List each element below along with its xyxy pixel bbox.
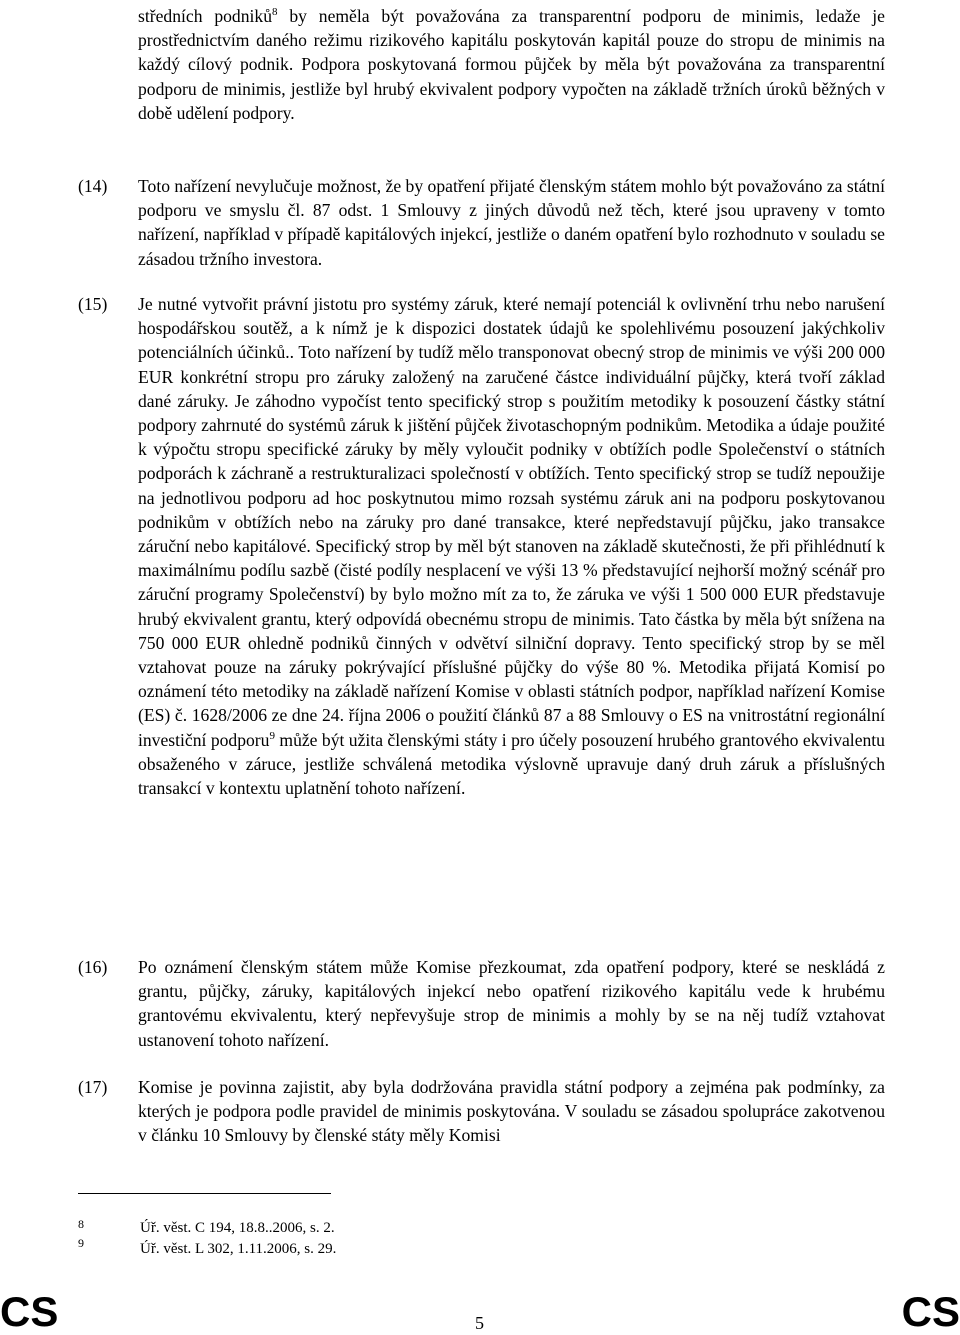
footnote-ref-8[interactable]: 8 [272, 6, 278, 19]
page-number: 5 [475, 1313, 484, 1333]
language-code-left: CS [0, 1288, 59, 1335]
language-code-right: CS [901, 1288, 960, 1335]
footnote-text-8: Úř. věst. C 194, 18.8..2006, s. 2. [140, 1220, 335, 1236]
paragraph-number-17: (17) [78, 1077, 108, 1097]
paragraph-text: by neměla být považována za transparentní podporu de minimis, ledaže je prostřednictvím daného režimu rizikového kapitálu poskytován kapitál pouze do stropu de minimis na každý cílový podnik. Podpora poskytovaná formou půjček by měla být považována za transparentní podporu de minimis, jestliže byl hrubý ekvivalent podpory vypočten na základě tržních úroků běžných v době udělení podpory. [138, 6, 885, 123]
paragraph-16: Po oznámení členským státem může Komise přezkoumat, zda opatření podpory, které se neskládá z grantu, půjčky, záruky, kapitálových injekcí nebo opatření rizikového kapitálu vede k hrubému grantovému ekvivalentu, který nepřevyšuje strop de minimis a mohly by se na něj tudíž vztahovat ustanovení tohoto nařízení. [138, 957, 885, 1050]
paragraph-continuation [138, 4, 885, 125]
paragraph-number-15: (15) [78, 294, 108, 314]
footnote-separator [78, 1193, 331, 1194]
footnote-mark-9: 9 [78, 1236, 84, 1250]
paragraph-text: Je nutné vytvořit právní jistotu pro systémy záruk, které nemají potenciál k ovlivnění trhu nebo narušení hospodářskou soutěž, a k nímž je k dispozici dostatek údajů ke spolehlivému posouzení jakýchkoliv potenciálních účinků.. Toto nařízení by tudíž mělo transponovat obecný strop de minimis ve výši 200 000 EUR konkrétní stropu pro záruky založený na zaručené částce individuální půjčky, která tvoří základ dané záruky. Je záhodno vypočíst tento specifický strop s použitím metodiky k posouzení částky státní podpory zahrnuté do systémů záruk k jištění půjček životaschopným podnikům. Metodika a údaje použité k výpočtu stropu specifické záruky by měly vyloučit podniky v obtížích podle Společenství o státních podporách k záchraně a restrukturalizaci společností v obtížích. Tento specifický strop se tudíž nepoužije na jednotlivou podporu ad hoc poskytnutou mimo rozsah systému záruk ani na podporu poskytovanou podnikům v obtížích nebo na záruky pro dané transakce, které nepředstavují půjčku, jako transakce záruční nebo kapitálové. Specifický strop by měl být stanoven na základě skutečnosti, že při přihlédnutí k maximálnímu podílu sazbě (čisté podíly nesplacení ve výši 13 % představující nejhorší možný scénář pro záruční programy Společenství) by bylo možno mít za to, že záruka ve výši 1 500 000 EUR představuje hrubý ekvivalent grantu, který odpovídá obecnému stropu de minimis. Tato částka by měla být snížena na 750 000 EUR ohledně podniků činných v odvětví silniční dopravy. Tento specifický strop by se měl vztahovat pouze na záruky pokrývající příslušné půjčky do výše 80 %. Metodika přijatá Komisí po oznámení této metodiky na základě nařízení Komise v oblasti státních podpor, například nařízení Komise (ES) č. 1628/2006 ze dne 24. října 2006 o použití článků 87 a 88 Smlouvy o ES na vnitrostátní regionální investiční podporu [138, 294, 885, 750]
paragraph-text: středních podniků [138, 6, 272, 26]
footnote-text-9: Úř. věst. L 302, 1.11.2006, s. 29. [140, 1241, 337, 1257]
paragraph-text: může být užita členskými státy i pro účely posouzení hrubého grantového ekvivalentu obsaženého v záruce, jestliže schválená metodika výslovně upravuje daný druh záruk a příslušných transakcí v kontextu uplatnění tohoto nařízení. [138, 729, 885, 799]
paragraph-number-14: (14) [78, 176, 108, 196]
footnote-mark-8: 8 [78, 1217, 84, 1231]
paragraph-15 [138, 292, 885, 800]
paragraph-number-16: (16) [78, 957, 108, 977]
paragraph-14: Toto nařízení nevylučuje možnost, že by opatření přijaté členským státem mohlo být považováno za státní podporu ve smyslu čl. 87 odst. 1 Smlouvy z jiných důvodů než těch, které jsou upraveny v tomto nařízení, například v případě kapitálových injekcí, jestliže o daném opatření bylo rozhodnuto v souladu se zásadou tržního investora. [138, 176, 885, 269]
footnote-ref-9[interactable]: 9 [269, 729, 275, 742]
paragraph-17: Komise je povinna zajistit, aby byla dodržována pravidla státní podpory a zejména pak podmínky, za kterých je podpora podle pravidel de minimis poskytována. V souladu se zásadou spolupráce zakotvenou v článku 10 Smlouvy by členské státy měly Komisi [138, 1077, 885, 1146]
